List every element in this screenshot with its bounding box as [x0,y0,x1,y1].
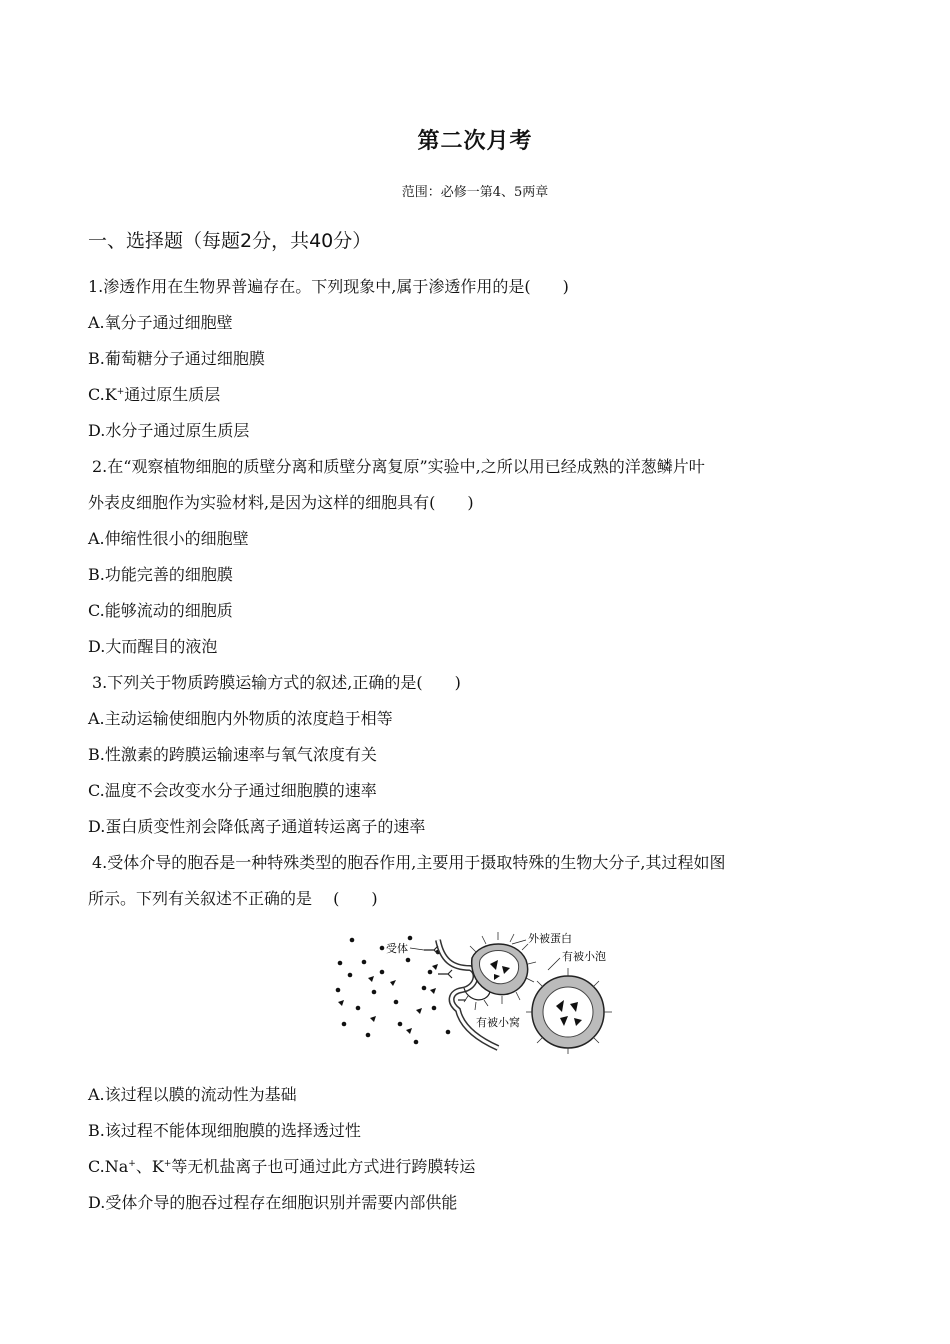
coated-vesicle [526,968,612,1054]
q1-option-a: A.氧分子通过细胞壁 [88,313,233,332]
label-coat-protein: 外被蛋白 [528,932,572,945]
q1-option-c: C.K+通过原生质层 [88,385,221,404]
q4-stem-line2: 所示。下列有关叙述不正确的是 ( ) [88,889,378,908]
q2-option-b: B.功能完善的细胞膜 [88,565,233,584]
coated-pit [470,932,536,1004]
q2-stem-line1: 2.在“观察植物细胞的质壁分离和质壁分离复原”实验中,之所以用已经成熟的洋葱鳞片叶 [92,457,705,476]
endocytosis-figure [330,930,620,1055]
q3-option-c: C.温度不会改变水分子通过细胞膜的速率 [88,781,377,800]
q1-stem: 1.渗透作用在生物界普遍存在。下列现象中,属于渗透作用的是( ) [88,277,569,296]
q2-option-c: C.能够流动的细胞质 [88,601,233,620]
q1-option-d: D.水分子通过原生质层 [88,421,250,440]
q4-option-c: C.Na+、K+等无机盐离子也可通过此方式进行跨膜转运 [88,1157,476,1176]
label-coated-pit: 有被小窝 [476,1016,520,1029]
q3-option-b: B.性激素的跨膜运输速率与氧气浓度有关 [88,745,377,764]
label-coated-vesicle: 有被小泡 [562,950,606,963]
q2-stem-line2: 外表皮细胞作为实验材料,是因为这样的细胞具有( ) [88,493,474,512]
page-subtitle: 范围：必修一第4、5两章 [401,185,549,200]
q2-option-d: D.大而醒目的液泡 [88,637,218,656]
q4-option-d: D.受体介导的胞吞过程存在细胞识别并需要内部供能 [88,1193,458,1212]
q4-option-b: B.该过程不能体现细胞膜的选择透过性 [88,1121,361,1140]
page-title: 第二次月考 [417,129,533,154]
q3-option-a: A.主动运输使细胞内外物质的浓度趋于相等 [88,709,393,728]
q3-option-d: D.蛋白质变性剂会降低离子通道转运离子的速率 [88,817,426,836]
q1-option-b: B.葡萄糖分子通过细胞膜 [88,349,265,368]
q4-option-a: A.该过程以膜的流动性为基础 [88,1085,297,1104]
q2-option-a: A.伸缩性很小的细胞壁 [88,529,249,548]
label-receptor: 受体 [386,942,408,955]
q4-stem-line1: 4.受体介导的胞吞是一种特殊类型的胞吞作用,主要用于摄取特殊的生物大分子,其过程如图 [92,853,726,872]
section-heading: 一、选择题（每题2分，共40分） [88,230,372,252]
q3-stem: 3.下列关于物质跨膜运输方式的叙述,正确的是( ) [92,673,461,692]
